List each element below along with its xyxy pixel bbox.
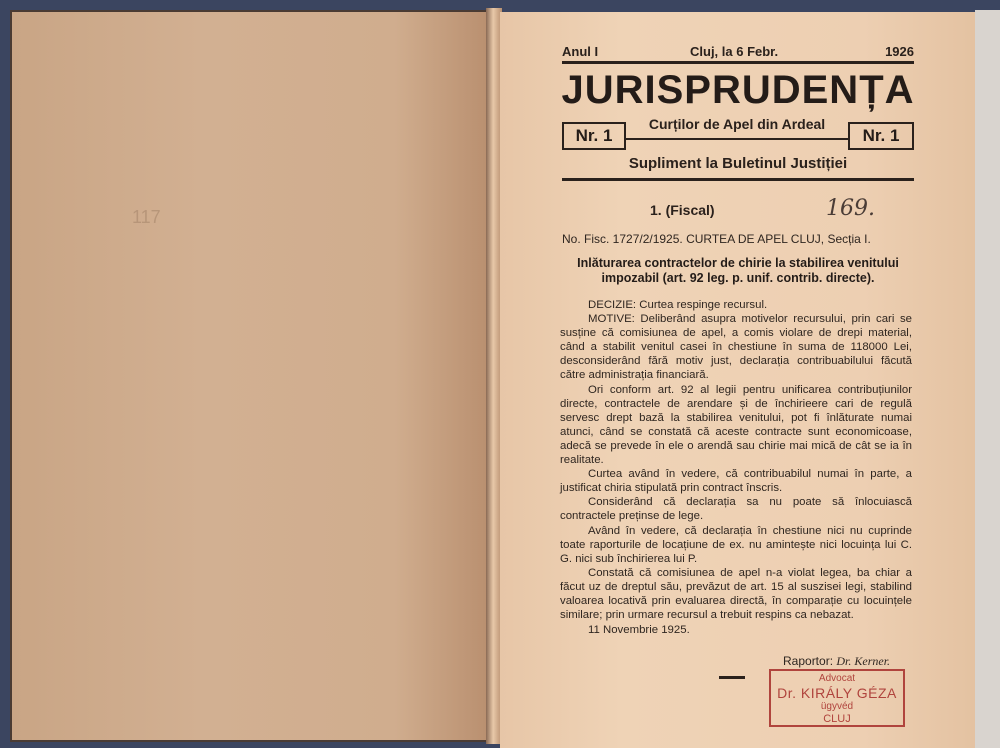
paragraph: Ori conform art. 92 al legii pentru unificarea contribuțiunilor directe, contractele de arendare și de închirieere cari de regulă servesc drept bază la stabilirea venitului, pot fi înlăturate numai atunci, când se constată că aceste contracte sunt economicoase, adecă se prevede în ele o arendă sau chirie mai mică de cât se ia în realitate.: [560, 383, 912, 467]
issue-number-right: Nr. 1: [848, 122, 914, 150]
issue-number-left: Nr. 1: [562, 122, 626, 150]
section-heading: 1. (Fiscal): [650, 202, 715, 218]
stamp-line: Dr. KIRÁLY GÉZA: [777, 685, 897, 701]
reporter-label: Raportor:: [783, 654, 834, 668]
place-date: Cluj, la 6 Febr.: [690, 44, 779, 59]
stamp-line: CLUJ: [823, 713, 851, 725]
case-reference: No. Fisc. 1727/2/1925. CURTEA DE APEL CLUJ, Secția I.: [562, 232, 871, 246]
stamp-line: ügyvéd: [820, 701, 854, 712]
year-label: 1926: [885, 44, 914, 59]
masthead-title: JURISPRUDENȚA: [561, 68, 915, 112]
reporter-name: Dr. Kerner.: [836, 654, 891, 668]
handwritten-number: 169.: [826, 196, 875, 221]
decision-date: 11 Novembrie 1925.: [588, 624, 690, 637]
paragraph: DECIZIE: Curtea respinge recursul.: [588, 299, 768, 311]
masthead-subtitle: Curților de Apel din Ardeal: [626, 116, 848, 140]
reporter-line: [783, 654, 890, 669]
masthead-rule: [562, 178, 914, 181]
paragraph: Având în vedere, că declarația în chestiune nici nu cuprinde toate raporturile de locațiune de ex. nu amintește nici locuința lui C. G. nici sub închirierea lui P.: [560, 524, 912, 565]
decision-body: [560, 298, 912, 637]
lawyer-stamp: [769, 669, 905, 727]
paragraph: Constată că comisiunea de apel n-a violat legea, ba chiar a făcut uz de dreptul său, prevăzut de art. 15 al suszisei legi, stabilind valoarea locativă prin evaluarea directă, în comparație cu locuințele similare; prin urmare recursul a trebuit respins ca nebazat.: [560, 566, 912, 622]
paragraph: Considerând că declarația sa nu poate să înlocuiască contractele preținse de lege.: [560, 496, 912, 523]
supplement-line: Supliment la Buletinul Justiției: [628, 155, 848, 172]
paragraph: Curtea având în vedere, că contribuabilul numai în parte, a justificat chiria stipulată prin contract înscris.: [560, 468, 912, 495]
volume-label: Anul I: [562, 44, 599, 59]
paragraph: MOTIVE: Deliberând asupra motivelor recursului, prin cari se susține că comisiunea de apel, a comis violare de drepi material, când a stabilit venitul casei în chestiune în suma de 118000 Lei, desconsiderând fără motiv just, declarația contribuabilului făcută către administrația financiară.: [560, 313, 912, 382]
separator-dash: [719, 676, 745, 679]
pencil-mark: 117: [132, 207, 161, 227]
case-title: Inlăturarea contractelor de chirie la stabilirea venitului impozabil (art. 92 leg. p. unif. contrib. directe).: [577, 256, 899, 285]
header-rule: [562, 61, 914, 64]
left-page-blank: [10, 10, 492, 742]
stamp-line: Advocat: [818, 673, 856, 684]
page-edge: [975, 10, 1000, 748]
